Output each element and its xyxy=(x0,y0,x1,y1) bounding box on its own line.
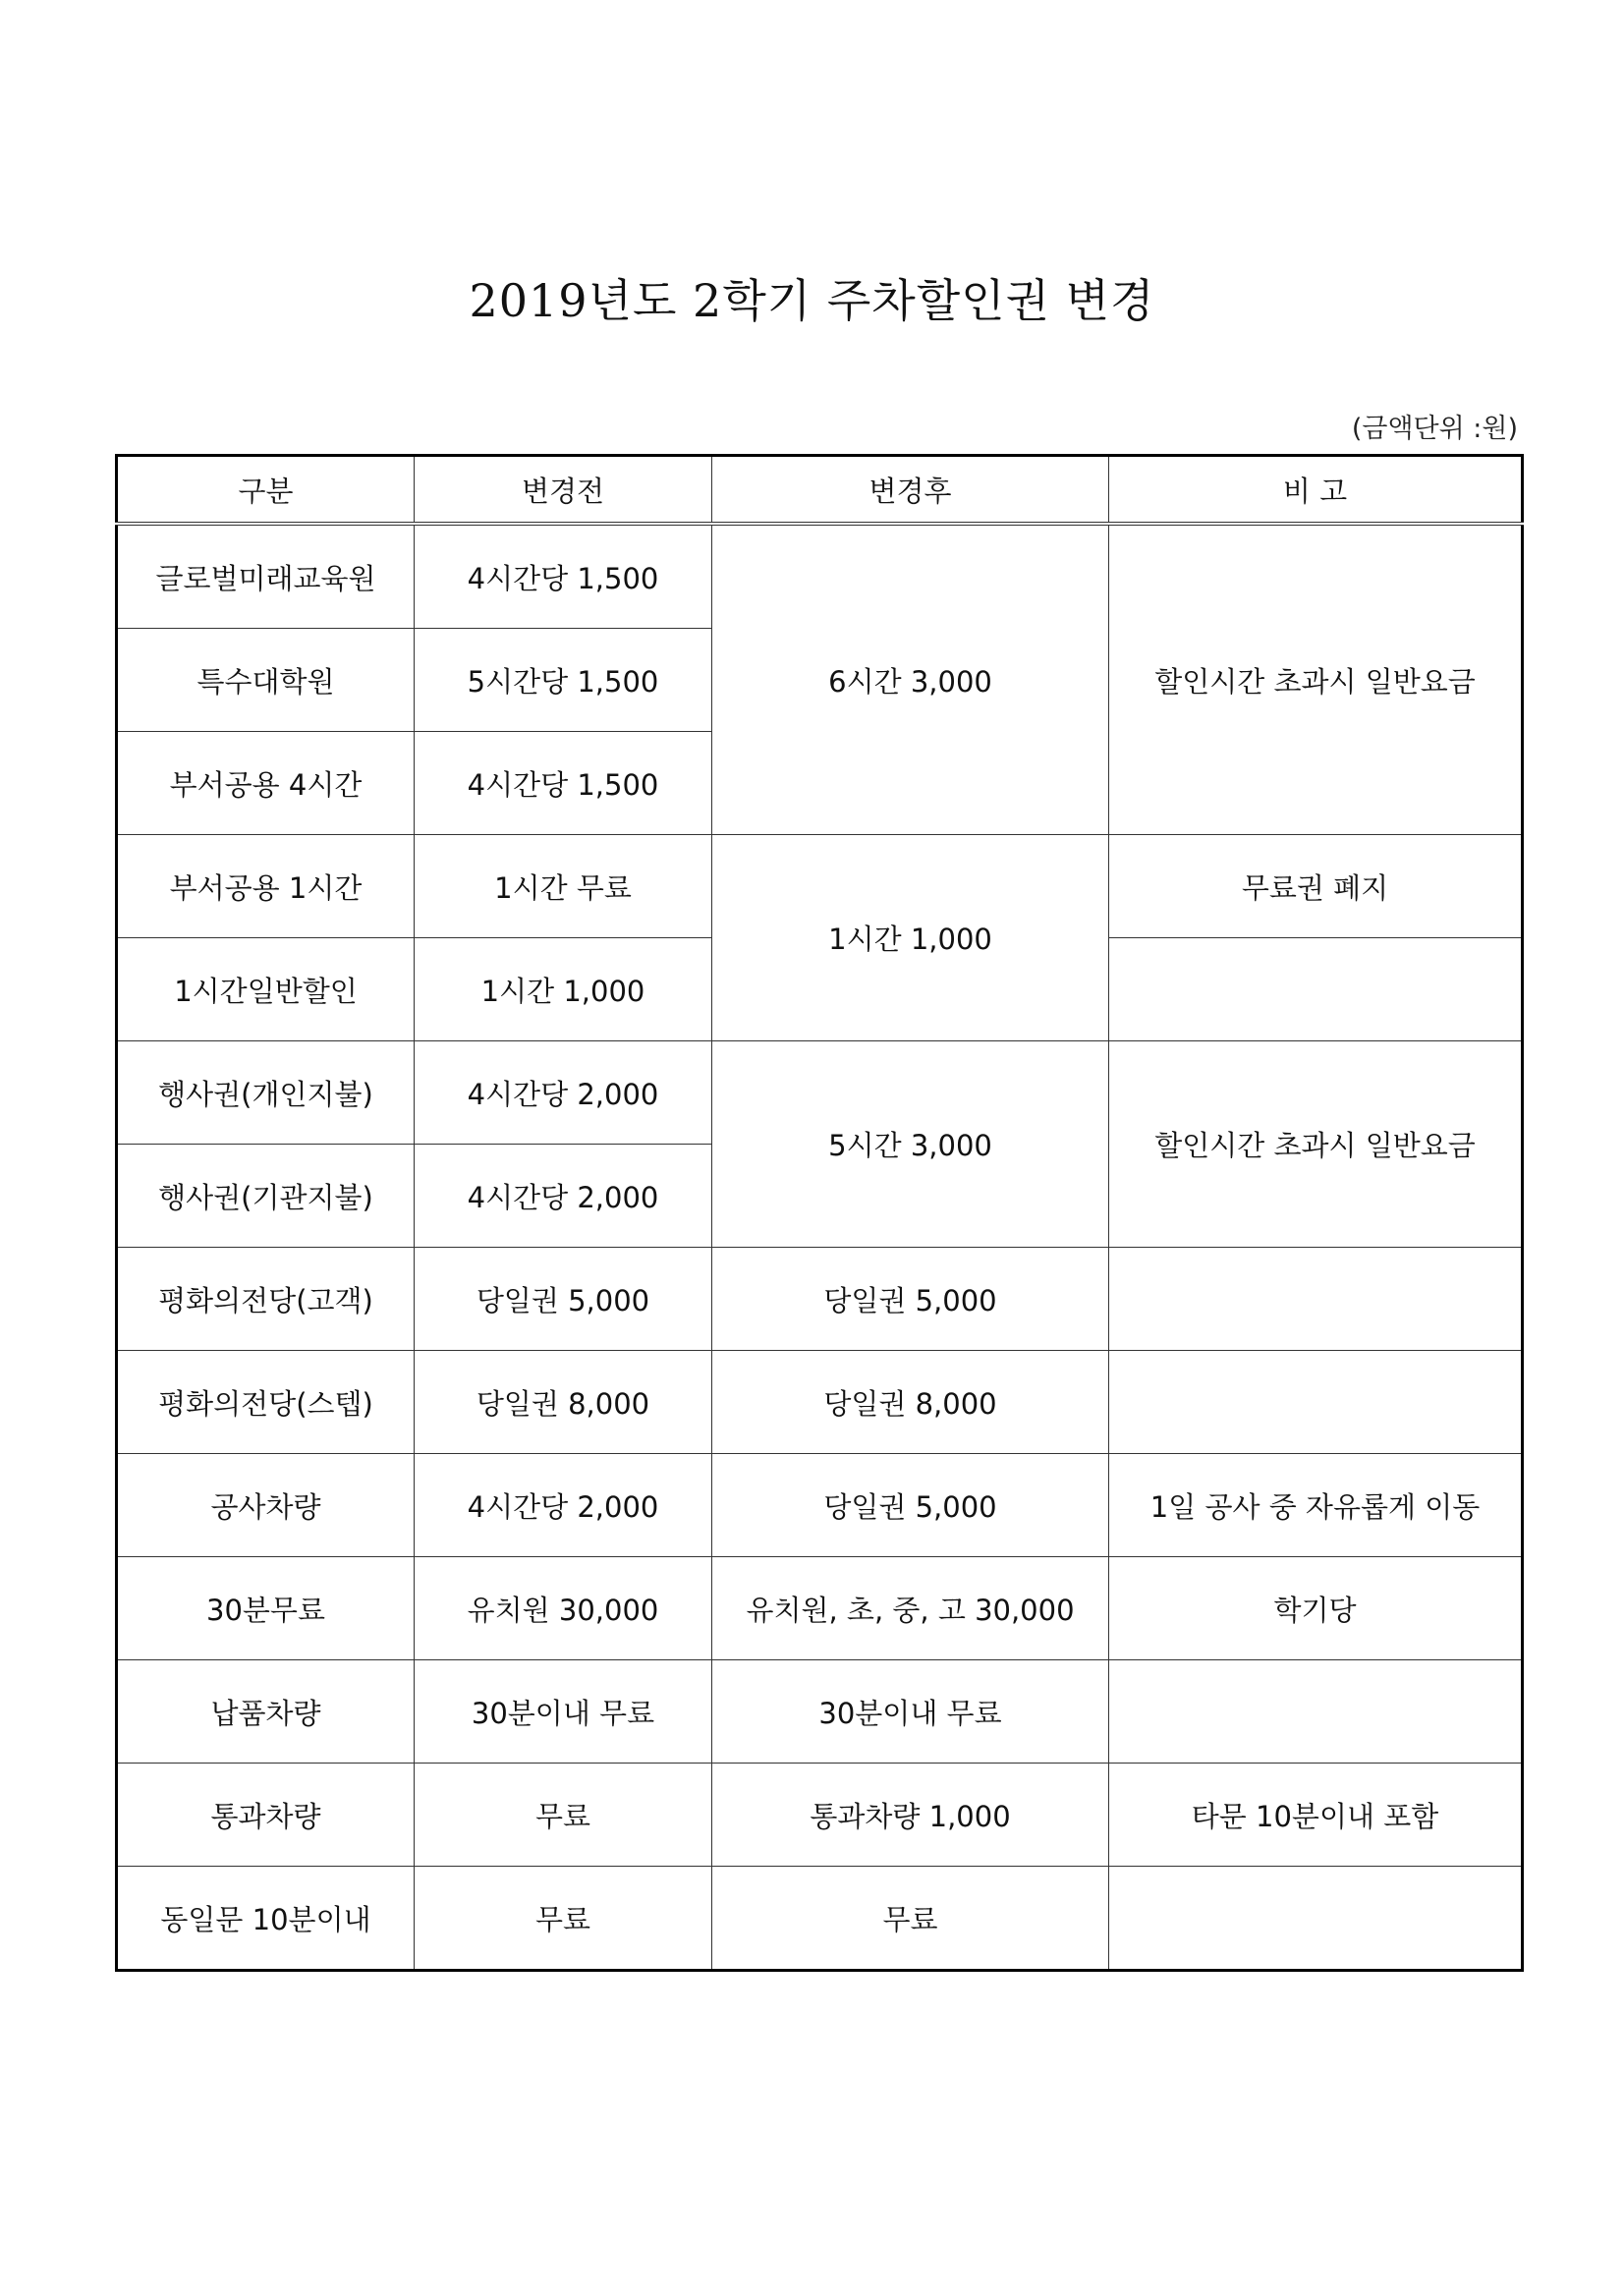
before-cell: 당일권 5,000 xyxy=(415,1248,712,1351)
after-cell: 무료 xyxy=(712,1867,1109,1971)
note-cell: 타문 10분이내 포함 xyxy=(1109,1764,1523,1867)
table-row xyxy=(117,1764,1523,1867)
before-cell: 1시간 무료 xyxy=(415,835,712,938)
parking-discount-table xyxy=(115,454,1524,1972)
before-cell: 1시간 1,000 xyxy=(415,938,712,1041)
after-cell: 통과차량 1,000 xyxy=(712,1764,1109,1867)
table-row xyxy=(117,1248,1523,1351)
note-cell xyxy=(1109,938,1523,1041)
header-category: 구분 xyxy=(117,456,415,525)
table-row xyxy=(117,1557,1523,1660)
table-row xyxy=(117,1660,1523,1764)
after-cell: 1시간 1,000 xyxy=(712,835,1109,1041)
note-cell xyxy=(1109,1248,1523,1351)
note-cell: 할인시간 초과시 일반요금 xyxy=(1109,1041,1523,1248)
category-cell: 30분무료 xyxy=(117,1557,415,1660)
table-row xyxy=(117,835,1523,938)
category-cell: 동일문 10분이내 xyxy=(117,1867,415,1971)
before-cell: 무료 xyxy=(415,1764,712,1867)
note-cell xyxy=(1109,1660,1523,1764)
after-cell: 5시간 3,000 xyxy=(712,1041,1109,1248)
before-cell: 30분이내 무료 xyxy=(415,1660,712,1764)
after-cell: 당일권 8,000 xyxy=(712,1351,1109,1454)
category-cell: 통과차량 xyxy=(117,1764,415,1867)
note-cell: 할인시간 초과시 일반요금 xyxy=(1109,524,1523,835)
table-row xyxy=(117,1867,1523,1971)
category-cell: 부서공용 4시간 xyxy=(117,732,415,835)
before-cell: 유치원 30,000 xyxy=(415,1557,712,1660)
before-cell: 5시간당 1,500 xyxy=(415,629,712,732)
before-cell: 4시간당 1,500 xyxy=(415,732,712,835)
category-cell: 행사권(개인지불) xyxy=(117,1041,415,1145)
unit-note: (금액단위 :원) xyxy=(1351,414,1518,444)
before-cell: 4시간당 2,000 xyxy=(415,1041,712,1145)
category-cell: 1시간일반할인 xyxy=(117,938,415,1041)
category-cell: 평화의전당(고객) xyxy=(117,1248,415,1351)
note-cell: 1일 공사 중 자유롭게 이동 xyxy=(1109,1454,1523,1557)
table-row xyxy=(117,1454,1523,1557)
category-cell: 행사권(기관지불) xyxy=(117,1145,415,1248)
category-cell: 부서공용 1시간 xyxy=(117,835,415,938)
category-cell: 납품차량 xyxy=(117,1660,415,1764)
table-row xyxy=(117,1041,1523,1145)
category-cell: 글로벌미래교육원 xyxy=(117,524,415,629)
after-cell: 6시간 3,000 xyxy=(712,524,1109,835)
after-cell: 유치원, 초, 중, 고 30,000 xyxy=(712,1557,1109,1660)
before-cell: 무료 xyxy=(415,1867,712,1971)
note-cell: 무료권 폐지 xyxy=(1109,835,1523,938)
note-cell: 학기당 xyxy=(1109,1557,1523,1660)
before-cell: 4시간당 1,500 xyxy=(415,524,712,629)
document-title: 2019년도 2학기 주차할인권 변경 xyxy=(469,274,1155,327)
header-row xyxy=(117,456,1523,525)
header-after: 변경후 xyxy=(712,456,1109,525)
table-row xyxy=(117,1351,1523,1454)
header-before: 변경전 xyxy=(415,456,712,525)
after-cell: 당일권 5,000 xyxy=(712,1248,1109,1351)
after-cell: 30분이내 무료 xyxy=(712,1660,1109,1764)
header-note: 비 고 xyxy=(1109,456,1523,525)
after-cell: 당일권 5,000 xyxy=(712,1454,1109,1557)
category-cell: 공사차량 xyxy=(117,1454,415,1557)
before-cell: 4시간당 2,000 xyxy=(415,1145,712,1248)
before-cell: 4시간당 2,000 xyxy=(415,1454,712,1557)
category-cell: 평화의전당(스텝) xyxy=(117,1351,415,1454)
note-cell xyxy=(1109,1351,1523,1454)
table-row xyxy=(117,524,1523,629)
category-cell: 특수대학원 xyxy=(117,629,415,732)
before-cell: 당일권 8,000 xyxy=(415,1351,712,1454)
note-cell xyxy=(1109,1867,1523,1971)
